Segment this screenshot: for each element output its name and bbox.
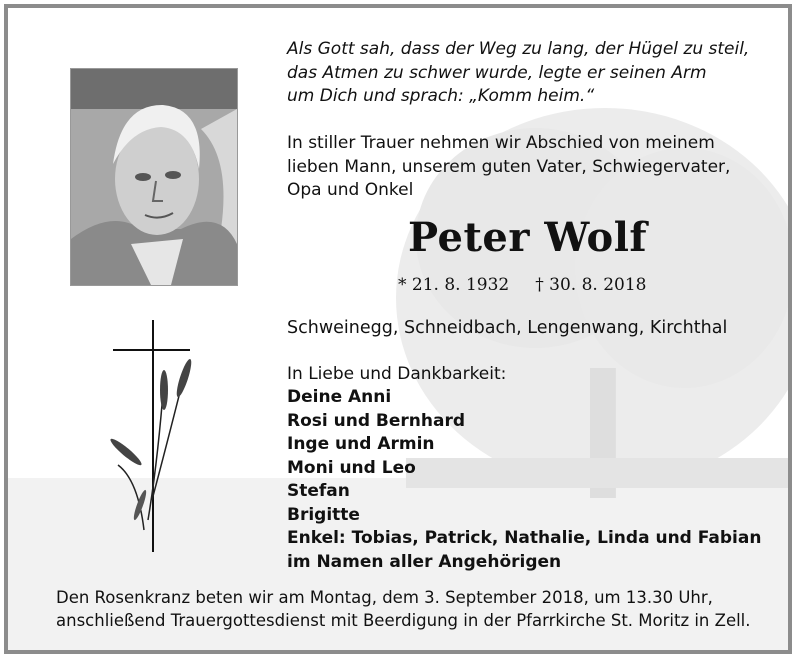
- places-line: Schweinegg, Schneidbach, Lengenwang, Kirchthal: [287, 318, 728, 338]
- signers-list: [287, 386, 761, 574]
- signer-line: Rosi und Bernhard: [287, 410, 466, 431]
- intro-line: lieben Mann, unserem guten Vater, Schwiegervater,: [287, 156, 731, 177]
- signer-line: Enkel: Tobias, Patrick, Nathalie, Linda und Fabian: [287, 528, 762, 548]
- rosary-notice: [56, 586, 751, 632]
- death-date: † 30. 8. 2018: [535, 275, 647, 295]
- verse-text: [287, 38, 749, 109]
- verse-line: das Atmen zu schwer wurde, legte er seinen Arm: [287, 62, 707, 83]
- rosary-line: anschließend Trauergottesdienst mit Beerdigung in der Pfarrkirche St. Moritz in Zell.: [56, 611, 751, 630]
- signer-line: Stefan: [287, 481, 350, 501]
- signer-line: Inge und Armin: [287, 434, 435, 454]
- life-dates: [398, 274, 646, 298]
- deceased-name: Peter Wolf: [408, 214, 648, 261]
- intro-line: In stiller Trauer nehmen wir Abschied von meinem: [287, 133, 715, 153]
- verse-line: um Dich und sprach: „Komm heim.“: [287, 86, 595, 106]
- signer-line: im Namen aller Angehörigen: [287, 551, 562, 572]
- thanks-label: In Liebe und Dankbarkeit:: [287, 364, 507, 384]
- intro-line: Opa und Onkel: [287, 180, 414, 200]
- rosary-line: Den Rosenkranz beten wir am Montag, dem 3. September 2018, um 13.30 Uhr,: [56, 588, 713, 607]
- obituary-card: [4, 4, 792, 654]
- portrait-photo: [70, 68, 238, 286]
- signer-line: Moni und Leo: [287, 457, 416, 478]
- cross-with-wheat-icon: [108, 320, 208, 552]
- signer-line: Brigitte: [287, 504, 360, 525]
- intro-text: [287, 132, 730, 203]
- birth-date: * 21. 8. 1932: [398, 275, 510, 295]
- signer-line: Deine Anni: [287, 387, 392, 407]
- verse-line: Als Gott sah, dass der Weg zu lang, der Hügel zu steil,: [287, 39, 750, 59]
